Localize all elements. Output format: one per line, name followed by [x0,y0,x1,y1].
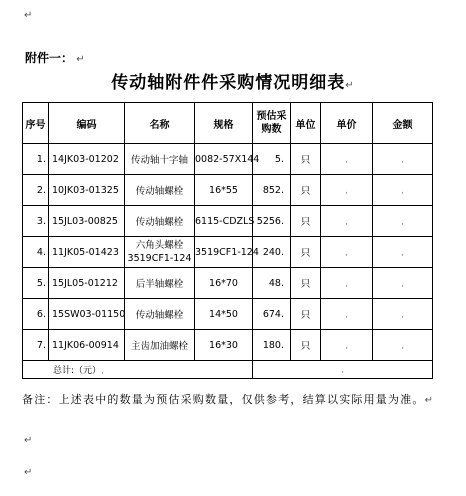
row-index: 3. [23,206,49,237]
row-index: 6. [23,299,49,330]
paragraph-mark: ↵ [24,467,33,478]
row-code: 15JL05-01212 [49,268,125,299]
row-code: 10JK03-01325 [49,175,125,206]
row-spec: 0082-57X144 [195,144,253,175]
header-price: 单价 [321,103,373,144]
row-code: 11JK05-01423 [49,237,125,268]
row-amount: , [373,144,433,175]
table-row [23,144,433,175]
row-index: 7. [23,330,49,361]
row-qty: 852. [253,175,291,206]
row-unit: 只 [291,330,321,361]
total-label: 总计:（元）, [23,361,253,379]
row-amount: , [373,206,433,237]
row-index: 1. [23,144,49,175]
row-index: 2. [23,175,49,206]
row-index: 4. [23,237,49,268]
row-name: 传动轴螺栓 [125,175,195,206]
header-code: 编码 [49,103,125,144]
row-spec: 14*50 [195,299,253,330]
row-unit: 只 [291,175,321,206]
header-unit: 单位 [291,103,321,144]
table-header-row [23,103,433,144]
table-row [23,330,433,361]
row-price: , [321,206,373,237]
row-name: 传动轴螺栓 [125,299,195,330]
header-name: 名称 [125,103,195,144]
row-unit: 只 [291,299,321,330]
table-row [23,237,433,268]
row-code: 15JL03-00825 [49,206,125,237]
row-qty: 240. [253,237,291,268]
row-index: 5. [23,268,49,299]
row-amount: , [373,330,433,361]
row-qty: 48. [253,268,291,299]
header-index: 序号 [23,103,49,144]
row-price: , [321,175,373,206]
row-name: 传动轴十字轴 [125,144,195,175]
row-code: 11JK06-00914 [49,330,125,361]
row-amount: , [373,175,433,206]
total-row [23,361,433,379]
row-price: , [321,144,373,175]
procurement-table [22,102,433,379]
row-price: , [321,268,373,299]
row-spec: 16*55 [195,175,253,206]
remark-note: 备注：上述表中的数量为预估采购数量，仅供参考，结算以实际用量为准。↵ [22,393,435,406]
header-amount: 金额 [373,103,433,144]
row-code: 15SW03-01150 [49,299,125,330]
document-title: 传动轴附件件采购情况明细表↵ [111,73,355,93]
row-code: 14JK03-01202 [49,144,125,175]
total-value: , [253,361,433,379]
row-unit: 只 [291,268,321,299]
row-spec: 16*70 [195,268,253,299]
row-spec: 6115-CDZLS [195,206,253,237]
row-price: , [321,330,373,361]
row-name: 后半轴螺栓 [125,268,195,299]
paragraph-mark: ↵ [24,435,33,446]
table-row [23,268,433,299]
row-qty: 5. [253,144,291,175]
row-price: , [321,299,373,330]
row-name: 六角头螺栓3519CF1-124 [125,237,195,268]
table-row [23,206,433,237]
row-qty: 674. [253,299,291,330]
header-qty: 预估采购数 [253,103,291,144]
header-spec: 规格 [195,103,253,144]
row-name: 主齿加油螺栓 [125,330,195,361]
row-unit: 只 [291,144,321,175]
table-row [23,175,433,206]
row-spec: 16*30 [195,330,253,361]
table-row [23,299,433,330]
row-name: 传动轴螺栓 [125,206,195,237]
row-qty: 5256. [253,206,291,237]
row-unit: 只 [291,237,321,268]
row-qty: 180. [253,330,291,361]
attachment-label: 附件一： ↵ [25,51,85,65]
row-amount: , [373,299,433,330]
row-spec: 3519CF1-124 [195,237,253,268]
row-price: , [321,237,373,268]
row-amount: , [373,268,433,299]
paragraph-mark: ↵ [24,10,33,21]
row-amount: , [373,237,433,268]
row-unit: 只 [291,206,321,237]
